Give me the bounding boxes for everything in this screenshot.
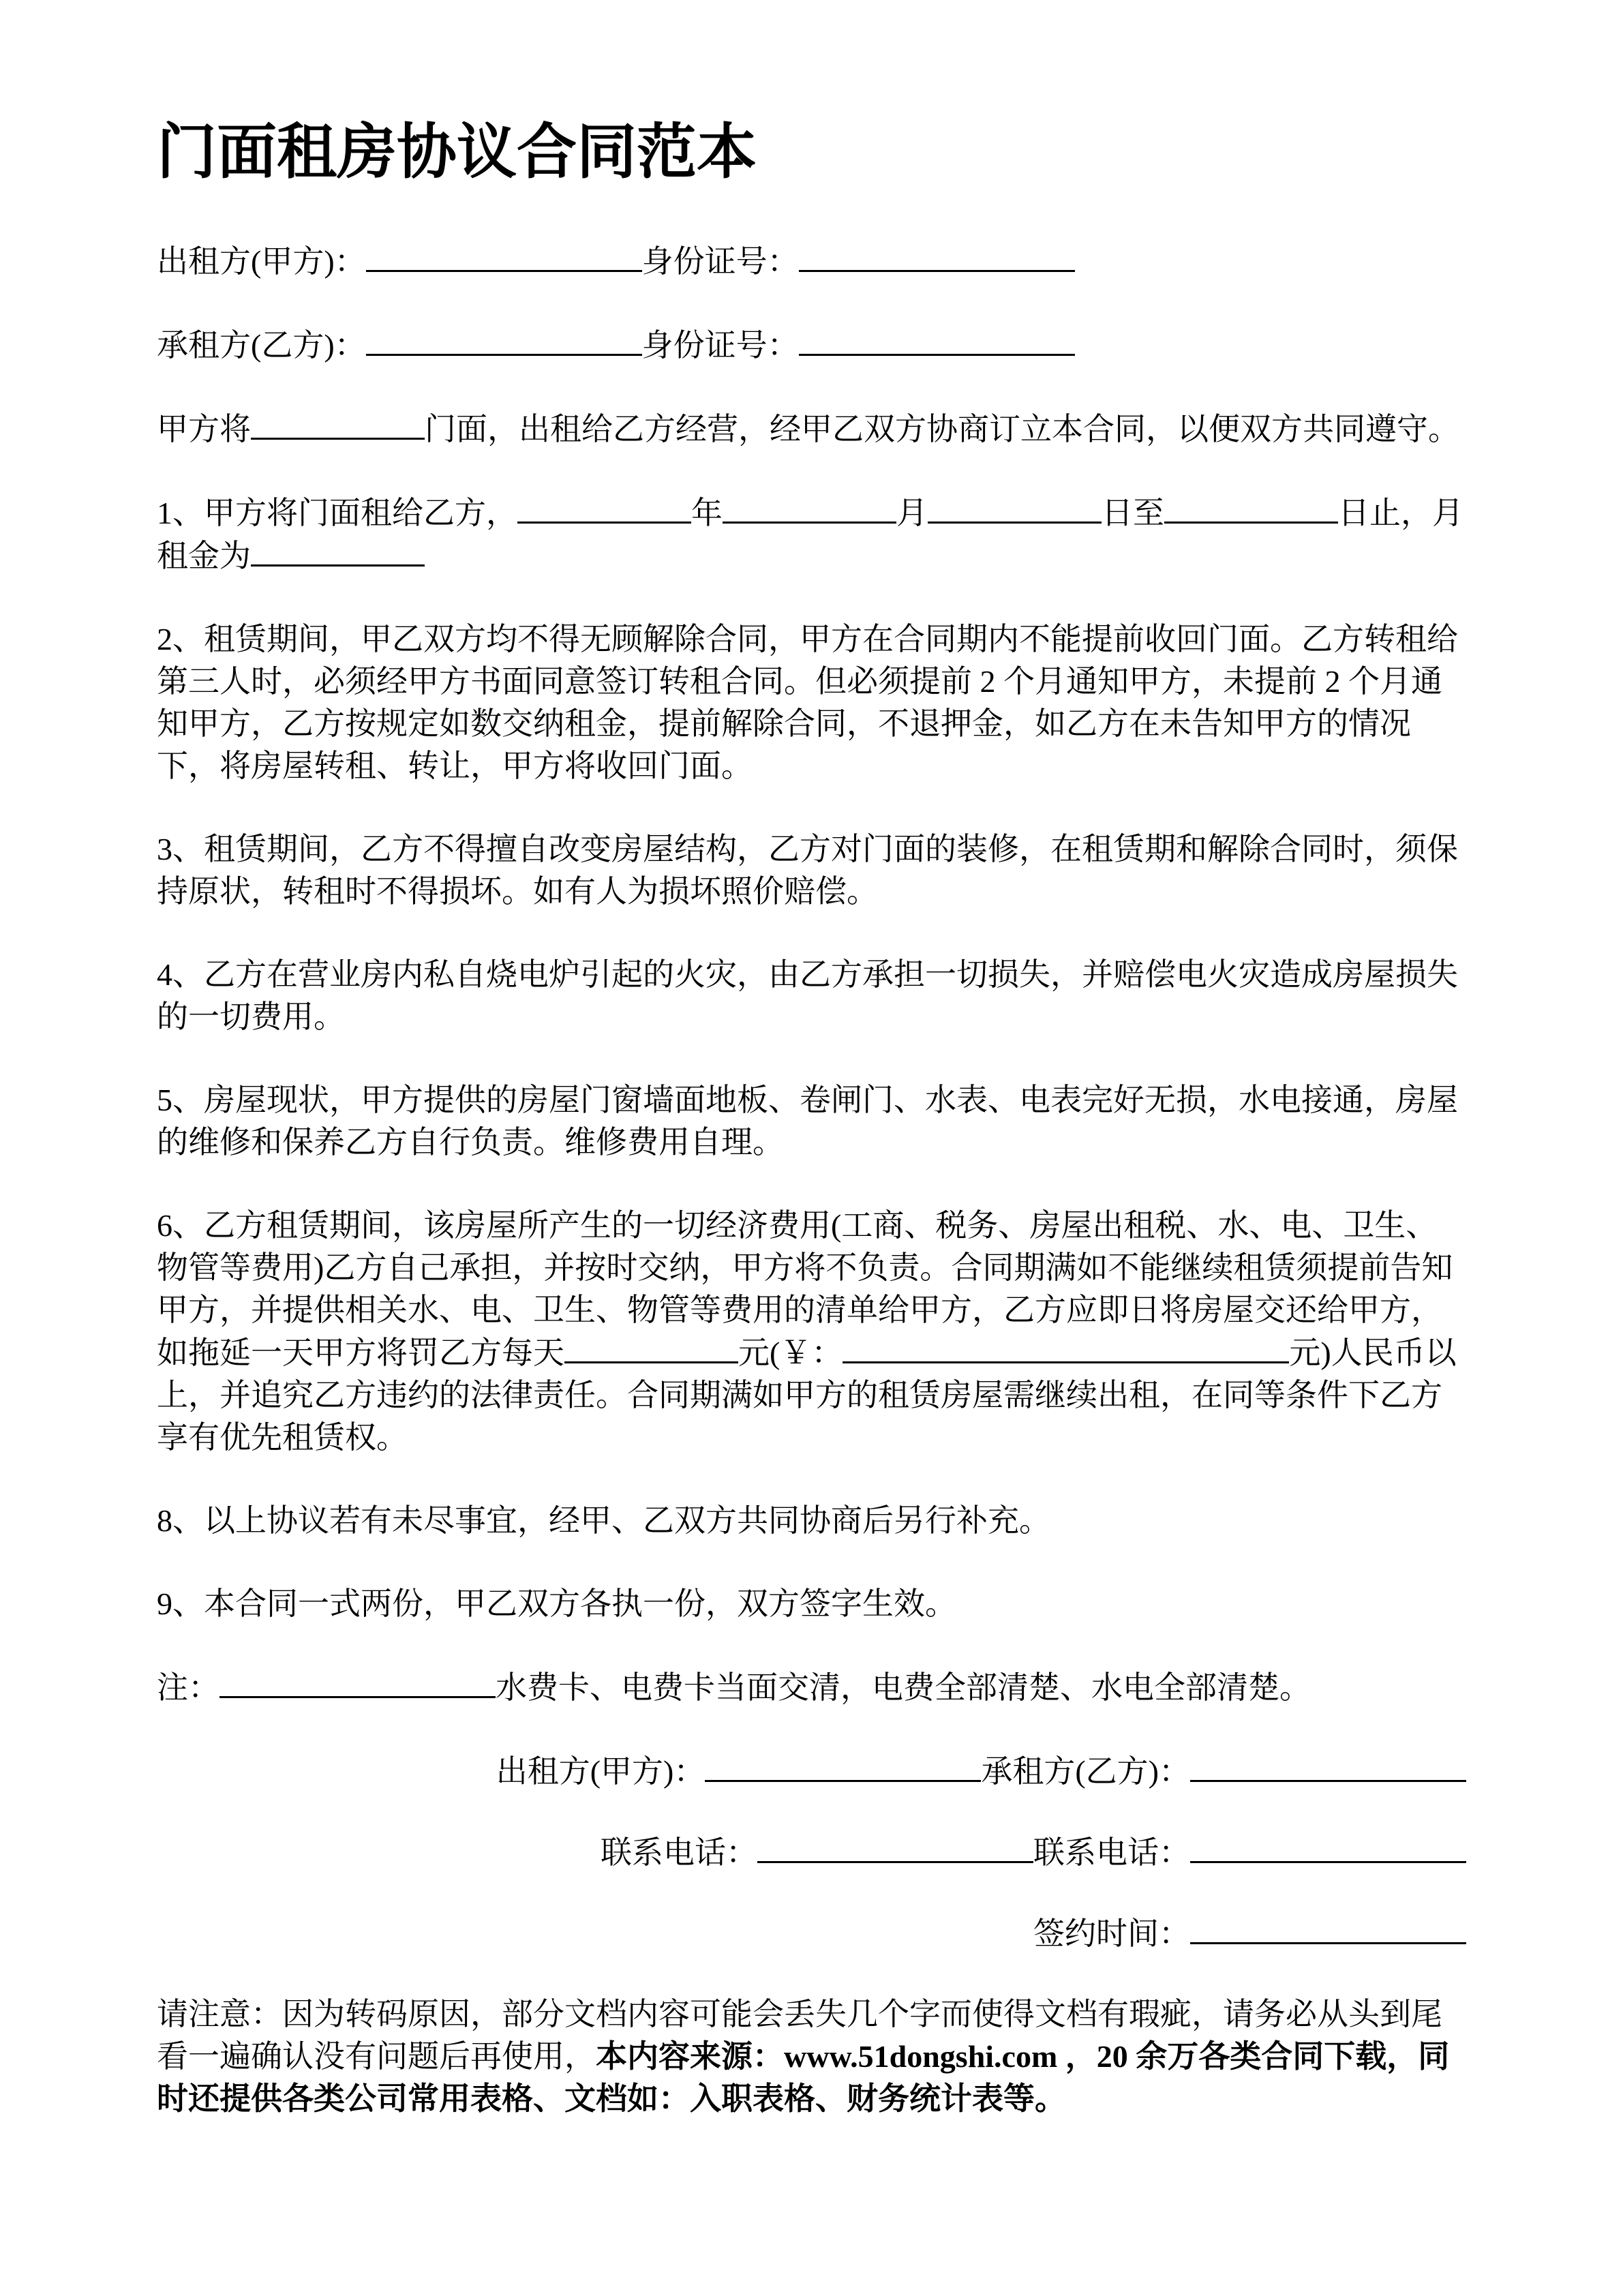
lessor-id-blank xyxy=(799,240,1075,272)
signature-parties xyxy=(157,1750,1466,1793)
note-label: 注： xyxy=(157,1670,219,1705)
note-text: 水费卡、电费卡当面交清，电费全部清楚、水电全部清楚。 xyxy=(496,1670,1311,1705)
phone-blank-a xyxy=(757,1831,1033,1863)
sign-time-label: 签约时间： xyxy=(1033,1916,1190,1951)
month-blank xyxy=(723,492,896,524)
signature-phones xyxy=(157,1831,1466,1874)
signature-date xyxy=(157,1912,1466,1955)
clause-5: 5、房屋现状，甲方提供的房屋门窗墙面地板、卷闸门、水表、电表完好无损，水电接通，房屋的维修和保养乙方自行负责。维修费用自理。 xyxy=(157,1083,1458,1160)
penalty-blank xyxy=(564,1331,738,1363)
notice-text: 请注意：因为转码原因，部分文档内容可能会丢失几个字而使得文档有瑕疵，请务必从头到尾看一遍确认没有问题后再使用， xyxy=(157,1997,1442,2074)
sign-time-blank xyxy=(1190,1912,1466,1944)
lessor-id-label: 身份证号： xyxy=(641,244,799,279)
lessor-blank xyxy=(366,240,642,272)
clause-4: 4、乙方在营业房内私自烧电炉引起的火灾，由乙方承担一切损失，并赔偿电火灾造成房屋损失的一切费用。 xyxy=(157,957,1458,1034)
year-label: 年 xyxy=(691,496,723,530)
notice-source-text: 本内容来源：www.51dongshi.com ，20 余万各类合同下载，同时还提供各类公司常用表格、文档如：入职表格、财务统计表等。 xyxy=(157,2039,1450,2116)
lessee-blank xyxy=(366,324,642,356)
clause-6-text-a: 6、乙方租赁期间，该房屋所产生的一切经济费用(工商、税务、房屋出租税、水、电、卫生、物管等费用)乙方自己承担，并按时交纳，甲方将不负责。合同期满如不能继续租赁须提前告知甲方，并提供相关水、电、卫生、物管等费用的清单给甲方，乙方应即日将房屋交还给甲方，如拖延一天甲方将罚乙方每天 xyxy=(157,1208,1453,1370)
phone-label-b: 联系电话： xyxy=(1033,1835,1190,1870)
phone-blank-b xyxy=(1190,1831,1466,1863)
clause-1 xyxy=(157,492,1466,577)
sig-lessee-blank xyxy=(1190,1750,1466,1782)
day-blank xyxy=(928,492,1102,524)
notice-paragraph xyxy=(157,1993,1466,2120)
end-day-blank xyxy=(1164,492,1338,524)
clause-3: 3、租赁期间，乙方不得擅自改变房屋结构，乙方对门面的装修，在租赁期和解除合同时，须保持原状，转租时不得损坏。如有人为损坏照价赔偿。 xyxy=(157,832,1458,909)
clause-9: 9、本合同一式两份，甲乙双方各执一份，双方签字生效。 xyxy=(157,1586,956,1621)
lessee-id-blank xyxy=(799,324,1075,356)
signature-block xyxy=(157,1750,1466,1955)
month-label: 月 xyxy=(896,496,928,530)
penalty-amount-blank xyxy=(843,1331,1289,1363)
phone-label-a: 联系电话： xyxy=(601,1835,757,1870)
rent-blank xyxy=(251,534,425,567)
clause-6-text-c: 元)人民币以上，并追究乙方违约的法律责任。合同期满如甲方的租赁房屋需继续出租，在同等条件下乙方享有优先租赁权。 xyxy=(157,1335,1457,1455)
note-line xyxy=(157,1666,1466,1709)
clause-6 xyxy=(157,1205,1466,1459)
clause-8: 8、以上协议若有未尽事宜，经甲、乙双方共同协商后另行补充。 xyxy=(157,1503,1050,1538)
sig-lessee-label: 承租方(乙方)： xyxy=(981,1754,1190,1789)
lessor-line xyxy=(157,240,1466,283)
lessor-label: 出租方(甲方)： xyxy=(157,244,366,279)
clause-6-text-b: 元(￥： xyxy=(738,1335,843,1370)
shop-blank xyxy=(251,408,425,440)
clause-1-end: 日止，月租金为 xyxy=(157,496,1463,573)
intro-text-a: 甲方将 xyxy=(157,412,251,447)
note-blank xyxy=(219,1666,496,1698)
document-title: 门面租房协议合同范本 xyxy=(157,118,757,185)
sig-lessor-blank xyxy=(705,1750,981,1782)
day-to-label: 日至 xyxy=(1102,496,1164,530)
intro-text-b: 门面，出租给乙方经营，经甲乙双方协商订立本合同，以便双方共同遵守。 xyxy=(425,412,1459,447)
lessee-line xyxy=(157,324,1466,367)
clause-2: 2、租赁期间，甲乙双方均不得无顾解除合同，甲方在合同期内不能提前收回门面。乙方转租给第三人时，必须经甲方书面同意签订转租合同。但必须提前 2 个月通知甲方，未提前 2 个月通知甲方，乙方按规定如数交纳租金，提前解除合同，不退押金，如乙方在未告知甲方的情况下，将房屋转租、转让，甲方将收回门面。 xyxy=(157,622,1458,783)
sig-lessor-label: 出租方(甲方)： xyxy=(496,1754,706,1789)
lessee-id-label: 身份证号： xyxy=(641,328,799,363)
year-blank xyxy=(517,492,691,524)
intro-paragraph xyxy=(157,408,1466,451)
lessee-label: 承租方(乙方)： xyxy=(157,328,366,363)
clause-1-text: 1、甲方将门面租给乙方， xyxy=(157,496,517,530)
